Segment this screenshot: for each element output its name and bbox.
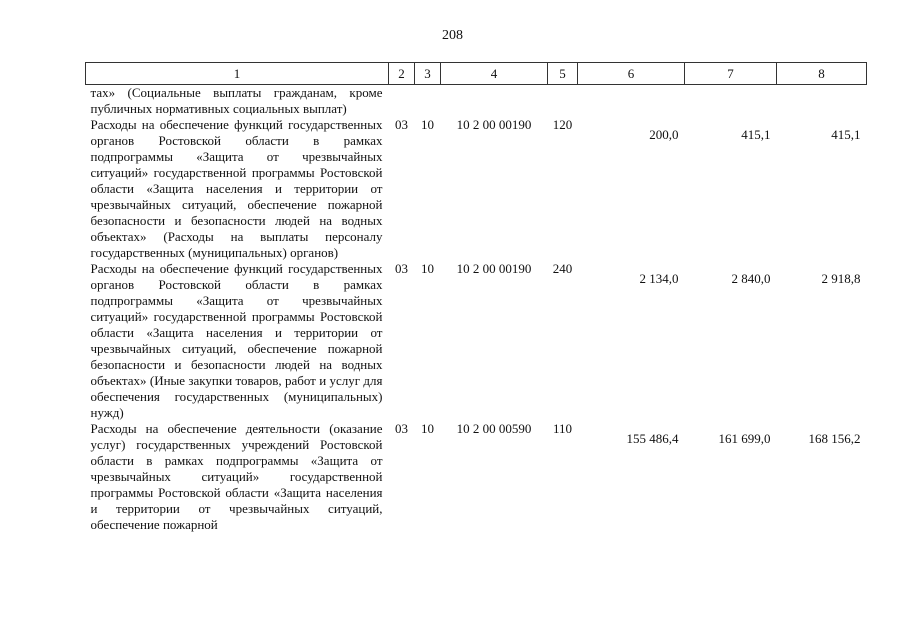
- row-amount-year3: 168 156,2: [808, 431, 861, 446]
- column-header-1: 1: [86, 63, 389, 85]
- row-description: тах» (Социальные выплаты гражданам, кроме публичных нормативных социальных выплат): [90, 85, 383, 116]
- column-header-2: 2: [389, 63, 415, 85]
- row-target-code: 10 2 00 00590: [456, 421, 532, 436]
- page-number: 208: [442, 28, 463, 43]
- table-row: [86, 421, 867, 533]
- table-row: [86, 117, 867, 261]
- row-amount-year2: 2 840,0: [731, 271, 771, 286]
- row-expense-type: 240: [552, 261, 573, 276]
- row-section: [389, 85, 415, 118]
- column-header-5: 5: [548, 63, 578, 85]
- row-amount-year2: 161 699,0: [718, 431, 771, 446]
- budget-table: [85, 62, 867, 533]
- row-expense-type: 120: [552, 117, 573, 132]
- column-header-3: 3: [415, 63, 441, 85]
- table-row: [86, 85, 867, 118]
- column-header-7: 7: [685, 63, 777, 85]
- row-amount-year1: 155 486,4: [626, 431, 679, 446]
- row-amount-year2: [685, 85, 777, 118]
- row-target-code: 10 2 00 00190: [456, 117, 532, 132]
- header-row: [86, 63, 867, 85]
- row-amount-year1: 2 134,0: [639, 271, 679, 286]
- row-target-code: 10 2 00 00190: [456, 261, 532, 276]
- row-amount-year3: 2 918,8: [821, 271, 861, 286]
- column-header-8: 8: [777, 63, 867, 85]
- row-amount-year2: 415,1: [741, 127, 771, 142]
- row-subsection: [415, 85, 441, 118]
- row-subsection: 10: [421, 261, 434, 276]
- column-header-6: 6: [578, 63, 685, 85]
- row-description: Расходы на обеспечение деятельности (оказание услуг) государственных учреждений Ростовской области в рамках подпрограммы «Защита от чрезвычайных ситуаций» государственной программы Ростовской области «Защита населения и территории от чрезвычайных ситуаций, обеспечение пожарной: [90, 421, 383, 532]
- column-header-4: 4: [441, 63, 548, 85]
- row-expense-type: 110: [552, 421, 573, 436]
- row-amount-year1: 200,0: [649, 127, 679, 142]
- row-section: 03: [395, 261, 408, 276]
- row-expense-type: [548, 85, 578, 118]
- table-row: [86, 261, 867, 421]
- row-description: Расходы на обеспечение функций государственных органов Ростовской области в рамках подпрограммы «Защита от чрезвычайных ситуаций» государственной программы Ростовской области «Защита населения и территории от чрезвычайных ситуаций, обеспечение пожарной безопасности и безопасности людей на водных объектах» (Расходы на выплаты персоналу государственных (муниципальных) органов): [90, 117, 383, 260]
- row-amount-year3: 415,1: [831, 127, 861, 142]
- row-section: 03: [395, 117, 408, 132]
- row-subsection: 10: [421, 117, 434, 132]
- row-subsection: 10: [421, 421, 434, 436]
- row-target-code: [441, 85, 548, 118]
- row-amount-year1: [578, 85, 685, 118]
- row-amount-year3: [777, 85, 867, 118]
- row-section: 03: [395, 421, 408, 436]
- row-description: Расходы на обеспечение функций государственных органов Ростовской области в рамках подпрограммы «Защита от чрезвычайных ситуаций» государственной программы Ростовской области «Защита населения и территории от чрезвычайных ситуаций, обеспечение пожарной безопасности и безопасности людей на водных объектах» (Иные закупки товаров, работ и услуг для обеспечения государственных (муниципальных) нужд): [90, 261, 383, 420]
